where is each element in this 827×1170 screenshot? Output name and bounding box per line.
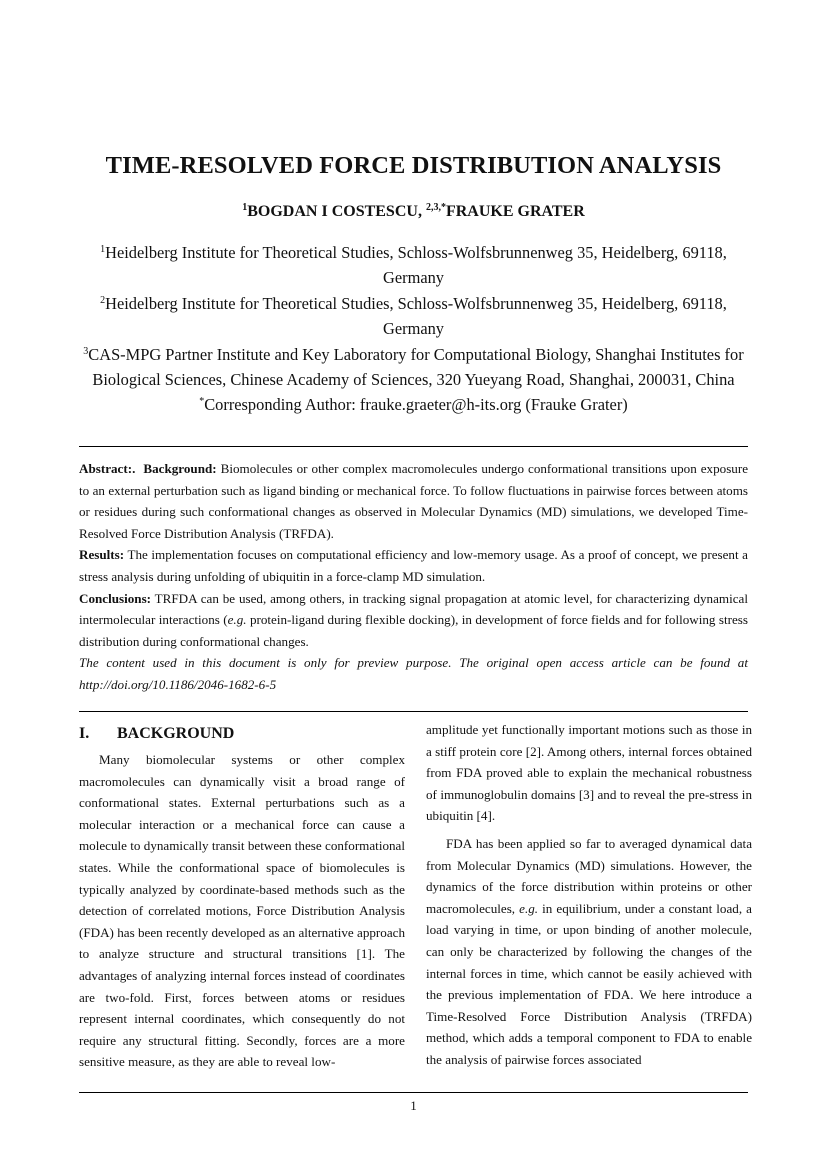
- right-paragraph-1: amplitude yet functionally important motions such as those in a stiff protein core [2]. Among others, internal forces obtained from FDA proved able to explain the mechanical robustness of immunoglobulin domains [3] and to reveal the pre-stress in ubiquitin [4].: [426, 722, 752, 824]
- abstract-bottom-rule: [79, 711, 748, 712]
- preview-notice: The content used in this document is only for preview purpose. The original open access article can be found at http://doi.org/10.1186/2046-1682-6-5: [79, 655, 748, 692]
- left-paragraph: Many biomolecular systems or other complex macromolecules can dynamically visit a broad range of conformational states. External perturbations such as a molecular interaction or a mechanical force can cause a molecule to dynamically transit between these conformational states. While the conformational space of biomolecules is typically analyzed by coordinate-based methods such as the detection of correlated motions, Force Distribution Analysis (FDA) has been recently developed as an alternative approach to analyze structure and structural transitions [1]. The advantages of analyzing internal forces instead of coordinates are two-fold. First, forces between atoms or residues represent internal coordinates, which consequently do not require any structural fitting. Secondly, forces are a more sensitive measure, as they are able to reveal low-: [79, 752, 405, 1070]
- right-column: [426, 719, 752, 1071]
- affiliation-2-mark: 2: [100, 294, 106, 306]
- right-paragraph-2-part-b: in equilibrium, under a constant load, a load varying in time, or upon binding of another molecule, can only be characterized by following the changes of the internal forces in time, which cannot be easily achieved with the previous implementation of FDA. We here introduce a Time-Resolved Force Distribution Analysis (TRFDA) method, which adds a temporal component to FDA to enable the analysis of pairwise forces associated: [426, 900, 752, 1067]
- affiliations: [79, 240, 748, 418]
- abstract-background: [79, 458, 748, 544]
- background-text: Biomolecules or other complex macromolecules undergo conformational transitions upon exposure to an external perturbation such as ligand binding or mechanical force. To follow fluctuations in pairwise forces between atoms or residues during such conformational changes as observed in Molecular Dynamics (MD) simulations, we developed Time-Resolved Force Distribution Analysis (TRFDA).: [79, 461, 749, 541]
- results-text: The implementation focuses on computational efficiency and low-memory usage. As a proof of concept, we present a stress analysis during unfolding of ubiquitin in a force-clamp MD simulation.: [79, 547, 748, 584]
- author-2-affiliation-mark: 2,3,*: [425, 202, 446, 213]
- affiliation-3-line1: CAS-MPG Partner Institute and Key Laboratory for Computational Biology, Shanghai Institutes for: [88, 344, 744, 364]
- corresponding-mark: *: [199, 396, 205, 408]
- author-1-affiliation-mark: 1: [242, 202, 248, 213]
- background-label: Background:: [143, 461, 217, 476]
- author-2-name: FRAUKE GRATER: [445, 203, 585, 220]
- conclusions-label: Conclusions:: [79, 590, 152, 606]
- abstract-label: Abstract:.: [79, 461, 136, 476]
- section-title: BACKGROUND: [117, 725, 235, 742]
- corresponding-author: [79, 392, 748, 417]
- abstract-conclusions: [79, 588, 748, 653]
- conclusions-text-2: protein-ligand during flexible docking), in development of force fields and for following stress distribution during conformational changes.: [79, 612, 748, 649]
- affiliation-3: [79, 342, 748, 367]
- affiliation-1-mark: 1: [100, 244, 106, 255]
- conclusions-eg: e.g.: [227, 612, 247, 628]
- conclusions-text-1: TRFDA can be used, among others, in tracking signal propagation at atomic level, for characterizing dynamical intermolecular interactions (: [79, 590, 748, 628]
- affiliation-1-line2: Germany: [383, 268, 444, 288]
- affiliation-3-line2: Biological Sciences, Chinese Academy of Sciences, 320 Yueyang Road, Shanghai, 200031, China: [92, 370, 735, 390]
- affiliation-3-mark: 3: [83, 345, 89, 357]
- left-column: [79, 722, 405, 1073]
- author-1-name: BOGDAN I COSTESCU,: [247, 203, 426, 220]
- footer-rule: [79, 1092, 748, 1093]
- abstract-top-rule: [79, 446, 748, 447]
- abstract: [79, 458, 748, 696]
- section-heading: [79, 722, 405, 746]
- page-number: 1: [410, 1098, 417, 1113]
- paper-title: TIME-RESOLVED FORCE DISTRIBUTION ANALYSIS: [105, 152, 722, 179]
- affiliation-1-line1: Heidelberg Institute for Theoretical Studies, Schloss-Wolfsbrunnenweg 35, Heidelberg, 69118,: [105, 243, 727, 262]
- affiliation-2-line1: Heidelberg Institute for Theoretical Studies, Schloss-Wolfsbrunnenweg 35, Heidelberg, 69118,: [105, 293, 727, 313]
- right-paragraph-2-part-a: FDA has been applied so far to averaged dynamical data from Molecular Dynamics (MD) simulations. However, the dynamics of the force distribution within proteins or other macromolecules,: [426, 835, 752, 916]
- corresponding-text: Corresponding Author: frauke.graeter@h-its.org (Frauke Grater): [204, 395, 628, 415]
- right-paragraph-2-eg: e.g.: [519, 900, 539, 916]
- affiliation-2-line2: Germany: [383, 319, 444, 339]
- section-number: I.: [79, 725, 90, 742]
- affiliation-2: [79, 291, 748, 316]
- affiliation-1: [79, 240, 748, 265]
- right-paragraph-2: [426, 833, 752, 1071]
- author-line: [0, 203, 827, 221]
- abstract-results: [79, 544, 748, 587]
- results-label: Results:: [79, 547, 125, 563]
